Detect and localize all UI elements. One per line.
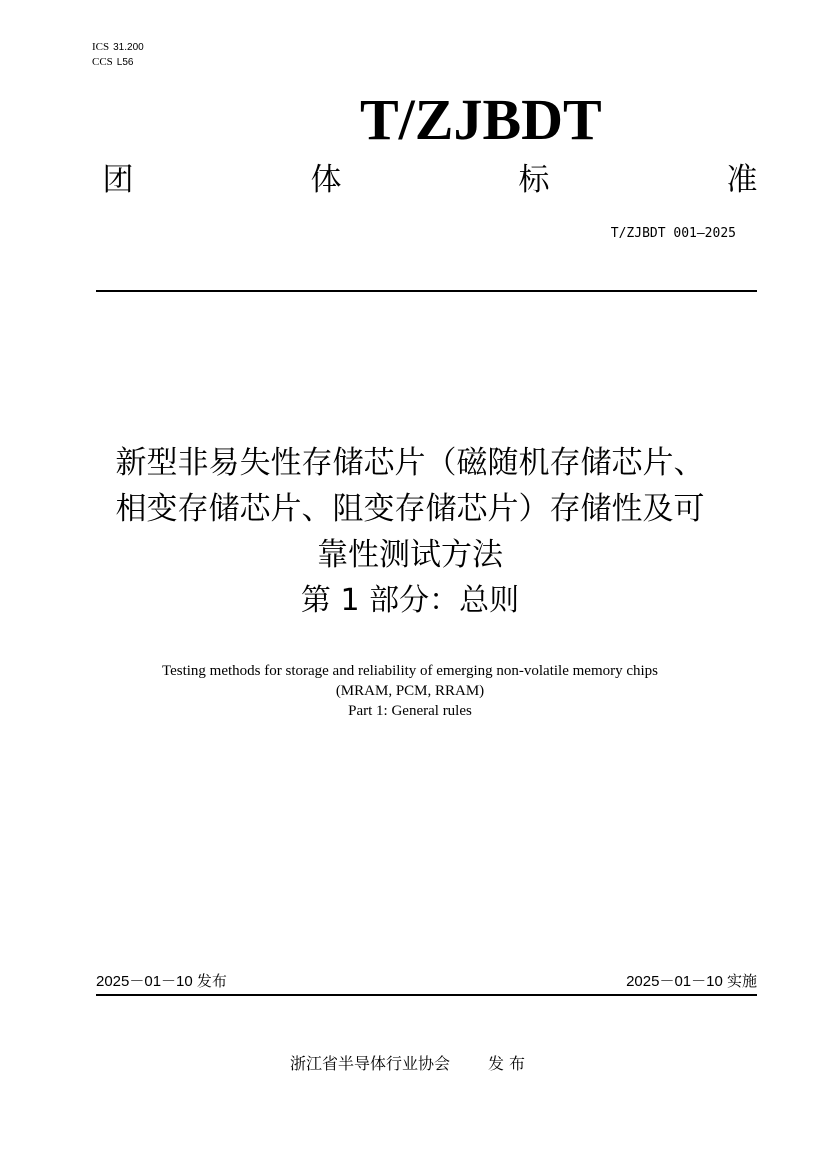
publisher-name: 浙江省半导体行业协会 <box>289 1054 450 1073</box>
ccs-label: CCS <box>92 56 113 68</box>
standard-number: T/ZJBDT 001—2025 <box>610 226 736 241</box>
top-divider <box>96 290 757 292</box>
english-title-line: Testing methods for storage and reliability of emerging non-volatile memory chips <box>161 663 659 679</box>
bottom-divider <box>96 994 757 996</box>
implementation-date: 2025－01－10 实施 <box>626 973 757 990</box>
chinese-title-line: 靠性测试方法 <box>317 537 503 573</box>
date-row <box>96 972 757 992</box>
standard-type-char: 准 <box>726 162 758 198</box>
ics-row <box>92 40 144 55</box>
ics-label: ICS <box>92 41 110 53</box>
chinese-title-line: 相变存储芯片、阻变存储芯片）存储性及可 <box>115 491 705 527</box>
english-title-line: (MRAM, PCM, RRAM) <box>335 683 485 699</box>
ccs-row <box>92 55 144 70</box>
chinese-part-title: 第 1 部分：总则 <box>300 583 520 618</box>
standard-type-char: 团 <box>102 162 134 198</box>
classification-codes <box>92 40 144 70</box>
english-title <box>60 661 760 721</box>
chinese-title-line: 新型非易失性存储芯片（磁随机存储芯片、 <box>115 445 705 481</box>
publish-action: 发 布 <box>487 1054 526 1073</box>
ccs-code: L56 <box>116 57 134 68</box>
ics-code: 31.200 <box>113 42 144 53</box>
standard-type-char: 体 <box>310 162 342 198</box>
issue-date: 2025－01－10 发布 <box>96 973 227 990</box>
standard-type-char: 标 <box>518 162 550 198</box>
english-part-title: Part 1: General rules <box>348 703 472 719</box>
standard-mark: T/ZJBDT <box>360 87 602 152</box>
standard-type-heading <box>100 160 760 200</box>
chinese-title <box>60 440 760 624</box>
publisher-line <box>0 1053 815 1075</box>
